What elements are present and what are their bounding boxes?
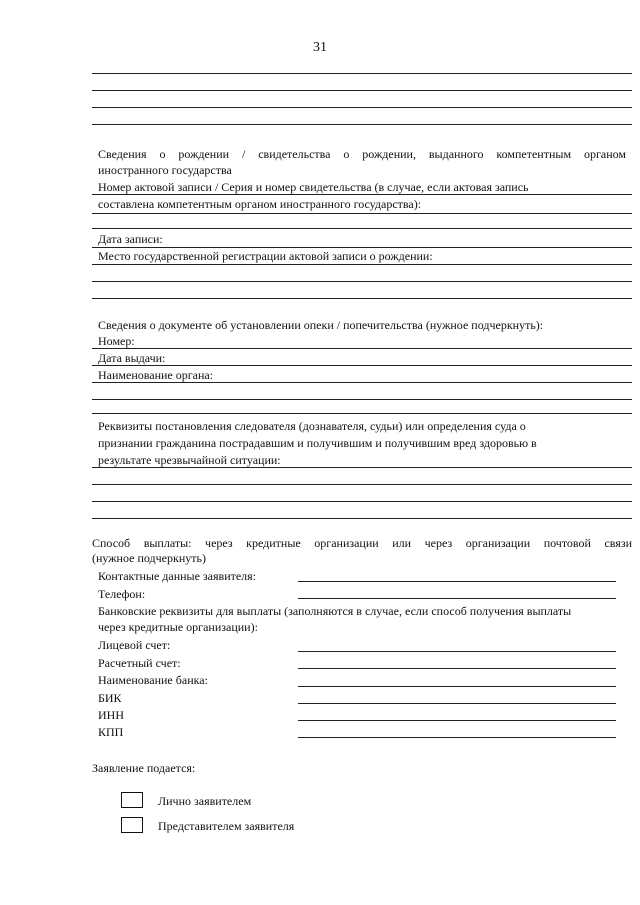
birth-heading: Сведения о рождении / свидетельства о рождении, выданного компетентным органом [98, 147, 626, 161]
blank-line[interactable] [92, 298, 632, 299]
registration-place-field[interactable] [92, 264, 632, 265]
resolution-text-cont: признании гражданина пострадавшим и получившим и получившим вред здоровью в [98, 436, 537, 450]
page-number: 31 [313, 40, 327, 55]
phone-label: Телефон: [98, 587, 146, 601]
inn-label: ИНН [98, 708, 124, 722]
personal-option-label: Лично заявителем [158, 794, 252, 808]
guardianship-authority-label: Наименование органа: [98, 368, 214, 382]
contact-label: Контактные данные заявителя: [98, 569, 257, 583]
guardianship-heading: Сведения о документе об установлении опеки / попечительства (нужное подчеркнуть): [98, 318, 544, 332]
bank-details-label: Банковские реквизиты для выплаты (заполняются в случае, если способ получения выплаты [98, 604, 572, 618]
bik-field[interactable] [298, 703, 616, 704]
registration-place-label: Место государственной регистрации актовой записи о рождении: [98, 249, 433, 263]
blank-line[interactable] [92, 228, 632, 229]
blank-line[interactable] [92, 484, 632, 485]
blank-line[interactable] [92, 124, 632, 125]
phone-field[interactable] [298, 598, 616, 599]
blank-line[interactable] [92, 501, 632, 502]
record-number-label-cont: составлена компетентным органом иностранного государства): [98, 197, 422, 211]
guardianship-date-field[interactable] [92, 365, 632, 366]
resolution-text-end: результате чрезвычайной ситуации: [98, 453, 281, 467]
blank-line[interactable] [92, 399, 632, 400]
personal-checkbox[interactable] [121, 792, 143, 808]
resolution-text: Реквизиты постановления следователя (дознавателя, судьи) или определения суда о [98, 419, 526, 433]
personal-account-field[interactable] [298, 651, 616, 652]
inn-field[interactable] [298, 720, 616, 721]
record-number-label: Номер актовой записи / Серия и номер свидетельства (в случае, если актовая запись [98, 180, 529, 194]
blank-line[interactable] [92, 518, 632, 519]
payment-method-text: Способ выплаты: через кредитные организации или через организации почтовой связи [92, 536, 632, 550]
contact-field[interactable] [298, 581, 616, 582]
settlement-account-label: Расчетный счет: [98, 656, 181, 670]
guardianship-date-label: Дата выдачи: [98, 351, 166, 365]
blank-line[interactable] [92, 107, 632, 108]
guardianship-number-field[interactable] [92, 348, 632, 349]
resolution-field[interactable] [92, 467, 632, 468]
birth-heading-cont: иностранного государства [98, 163, 232, 177]
bank-details-label-cont: через кредитные организации): [98, 620, 258, 634]
representative-option-label: Представителем заявителя [158, 819, 295, 833]
blank-line[interactable] [92, 90, 632, 91]
representative-checkbox[interactable] [121, 817, 143, 833]
kpp-label: КПП [98, 725, 124, 739]
personal-account-label: Лицевой счет: [98, 638, 171, 652]
blank-line[interactable] [92, 73, 632, 74]
submission-label: Заявление подается: [92, 761, 196, 775]
settlement-account-field[interactable] [298, 668, 616, 669]
record-date-label: Дата записи: [98, 232, 163, 246]
record-number-field[interactable] [92, 213, 632, 214]
payment-method-text-cont: (нужное подчеркнуть) [92, 551, 206, 565]
bank-name-label: Наименование банка: [98, 673, 208, 687]
kpp-field[interactable] [298, 737, 616, 738]
bank-name-field[interactable] [298, 686, 616, 687]
record-date-field[interactable] [92, 247, 632, 248]
guardianship-number-label: Номер: [98, 334, 135, 348]
guardianship-authority-field[interactable] [92, 382, 632, 383]
bik-label: БИК [98, 691, 122, 705]
record-number-underline[interactable] [92, 194, 632, 195]
section-divider [92, 413, 632, 414]
blank-line[interactable] [92, 281, 632, 282]
